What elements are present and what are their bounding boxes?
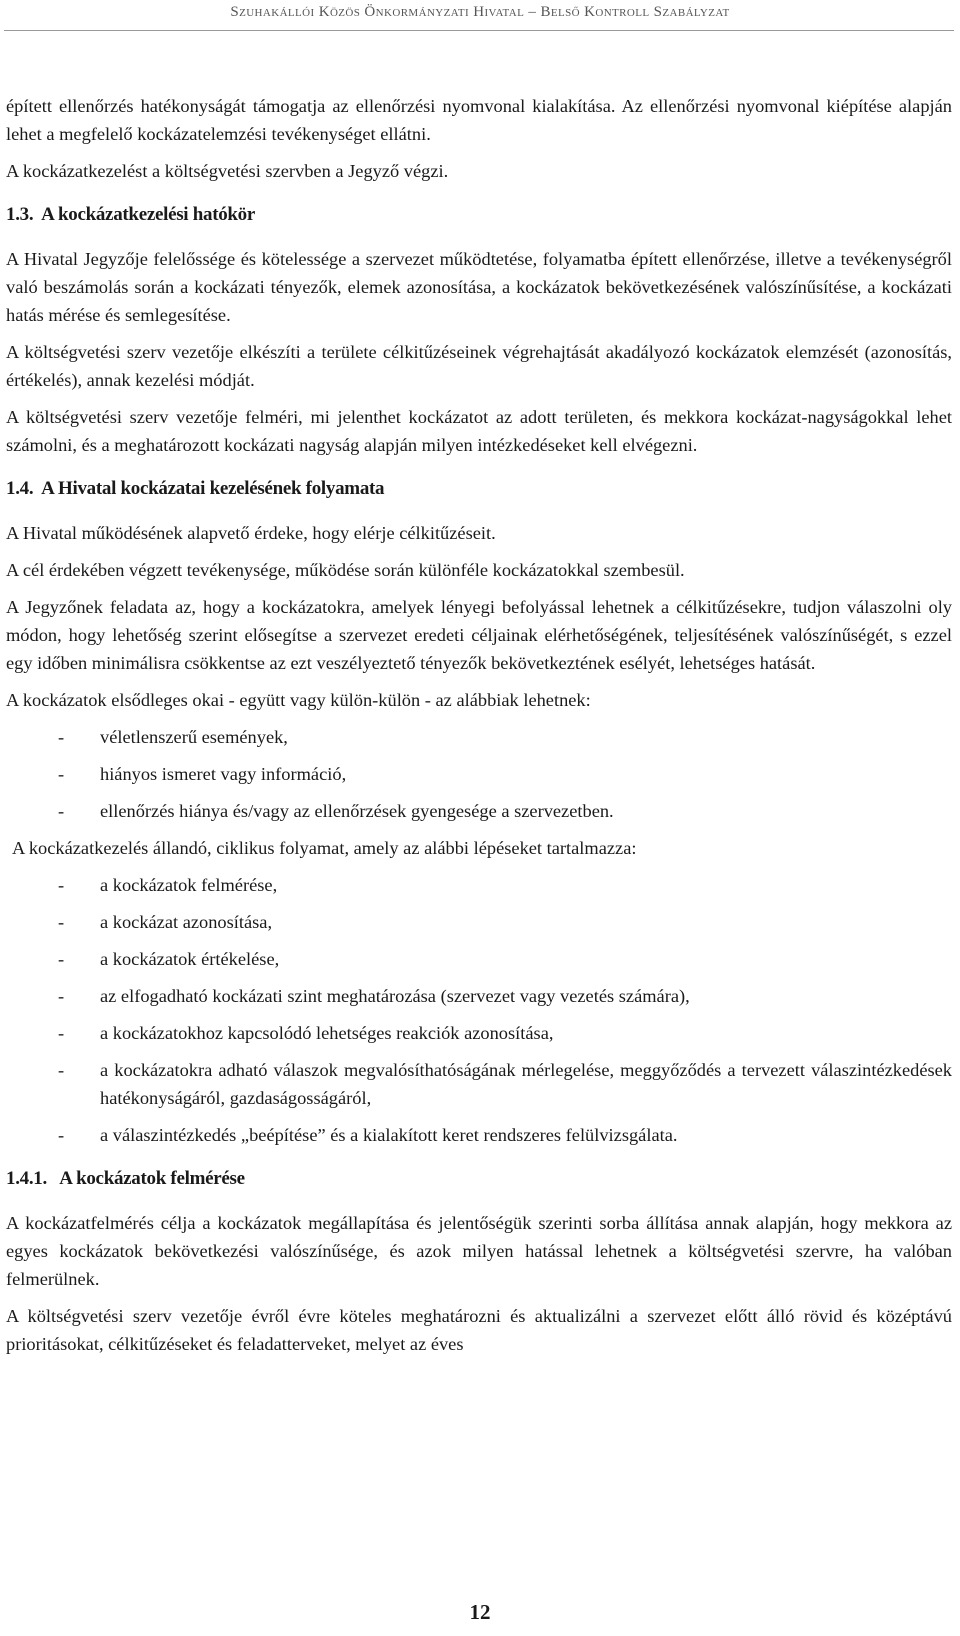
section-title: A kockázatok felmérése: [59, 1168, 245, 1189]
header-divider: [4, 30, 954, 31]
paragraph-assessment-goal: A kockázatfelmérés célja a kockázatok megállapítása és jelentőségük szerinti sorba állítása annak alapján, hogy mekkora az egyes kockázatok bekövetkezési valószínűsége, és azok milyen hatással lehetnek a költségvetési szervre, ha valóban felmerülnek.: [6, 1213, 952, 1289]
paragraph-primary-causes: A kockázatok elsődleges okai - együtt vagy külön-külön - az alábbiak lehetnek:: [6, 690, 591, 710]
list-item: - az elfogadható kockázati szint meghatározása (szervezet vagy vezetés számára),: [6, 982, 952, 1010]
page-header: Szuhakállói Közös Önkormányzati Hivatal – Belső Kontroll Szabályzat: [230, 4, 730, 20]
paragraph-scope: A Hivatal Jegyzője felelőssége és kötelessége a szervezet működtetése, folyamatba épített ellenőrzése, illetve a tevékenységről való beszámolás során a kockázati tényezők, elemek azonosítása, a kockázatok bekövetkezésének valószínűsítése, a kockázati hatás mérése és semlegesítése.: [6, 249, 952, 325]
list-item: - a kockázatokhoz kapcsolódó lehetséges reakciók azonosítása,: [6, 1019, 952, 1047]
section-heading-1-3: [6, 201, 952, 229]
paragraph-audit-trail: épített ellenőrzés hatékonyságát támogatja az ellenőrzési nyomvonal kialakítása. Az ellenőrzési nyomvonal kiépítése alapján lehet a megfelelő kockázatelemzési tevékenységet ellátni.: [6, 96, 952, 144]
steps-list: [6, 871, 952, 1149]
section-number: 1.4.1.: [6, 1168, 47, 1189]
list-item: - a kockázatok értékelése,: [6, 945, 952, 973]
paragraph-yearly-priorities: A költségvetési szerv vezetője évről évre köteles meghatározni és aktualizálni a szervezet előtt álló rövid és középtávú prioritásokat, célkitűzéseket és feladatterveket, melyet az éves: [6, 1306, 952, 1354]
paragraph-analysis: A költségvetési szerv vezetője elkészíti a területe célkitűzéseinek végrehajtását akadályozó kockázatok elemzését (azonosítás, értékelés), annak kezelési módját.: [6, 342, 952, 390]
document-body: [6, 92, 952, 1358]
paragraph-cyclic-process: A kockázatkezelés állandó, ciklikus folyamat, amely az alábbi lépéseket tartalmazza:: [12, 838, 637, 858]
list-item: - a kockázatok felmérése,: [6, 871, 952, 899]
section-title: A Hivatal kockázatai kezelésének folyamata: [41, 478, 385, 499]
section-number: 1.3.: [6, 204, 34, 225]
section-number: 1.4.: [6, 478, 34, 499]
list-item: - a kockázatokra adható válaszok megvalósíthatóságának mérlegelése, meggyőződés a tervezett válaszintézkedések hatékonyságáról, gazdaságosságáról,: [6, 1056, 952, 1112]
list-item: - a válaszintézkedés „beépítése” és a kialakított keret rendszeres felülvizsgálata.: [6, 1121, 952, 1149]
list-item: - ellenőrzés hiánya és/vagy az ellenőrzések gyengesége a szervezetben.: [6, 797, 952, 825]
paragraph-notary-duty: A Jegyzőnek feladata az, hogy a kockázatokra, amelyek lényegi befolyással lehetnek a célkitűzésekre, tudjon válaszolni oly módon, hogy lehetőség szerint elősegítse a szervezet eredeti céljainak elérhetőségének, teljesítésének valószínűségét, s ezzel egy időben minimálisra csökkentse az ezt veszélyeztető tényezők bekövetkeztének esélyét, lehetséges hatását.: [6, 597, 952, 673]
causes-list: [6, 723, 952, 825]
list-item: - a kockázat azonosítása,: [6, 908, 952, 936]
page-number: 12: [469, 1600, 491, 1624]
paragraph-risks-faced: A cél érdekében végzett tevékenysége, működése során különféle kockázatokkal szembesül.: [6, 560, 685, 580]
section-heading-1-4-1: [6, 1165, 952, 1193]
paragraph-risk-management-owner: A kockázatkezelést a költségvetési szervben a Jegyző végzi.: [6, 161, 449, 181]
paragraph-basic-interest: A Hivatal működésének alapvető érdeke, hogy elérje célkitűzéseit.: [6, 523, 496, 543]
list-item: - véletlenszerű események,: [6, 723, 952, 751]
section-title: A kockázatkezelési hatókör: [41, 204, 256, 225]
paragraph-assessment: A költségvetési szerv vezetője felméri, mi jelenthet kockázatot az adott területen, és mekkora kockázat-nagyságokkal lehet számolni, és a meghatározott kockázati nagyság alapján milyen intézkedéseket kell elvégezni.: [6, 407, 952, 455]
list-item: - hiányos ismeret vagy információ,: [6, 760, 952, 788]
section-heading-1-4: [6, 475, 952, 503]
